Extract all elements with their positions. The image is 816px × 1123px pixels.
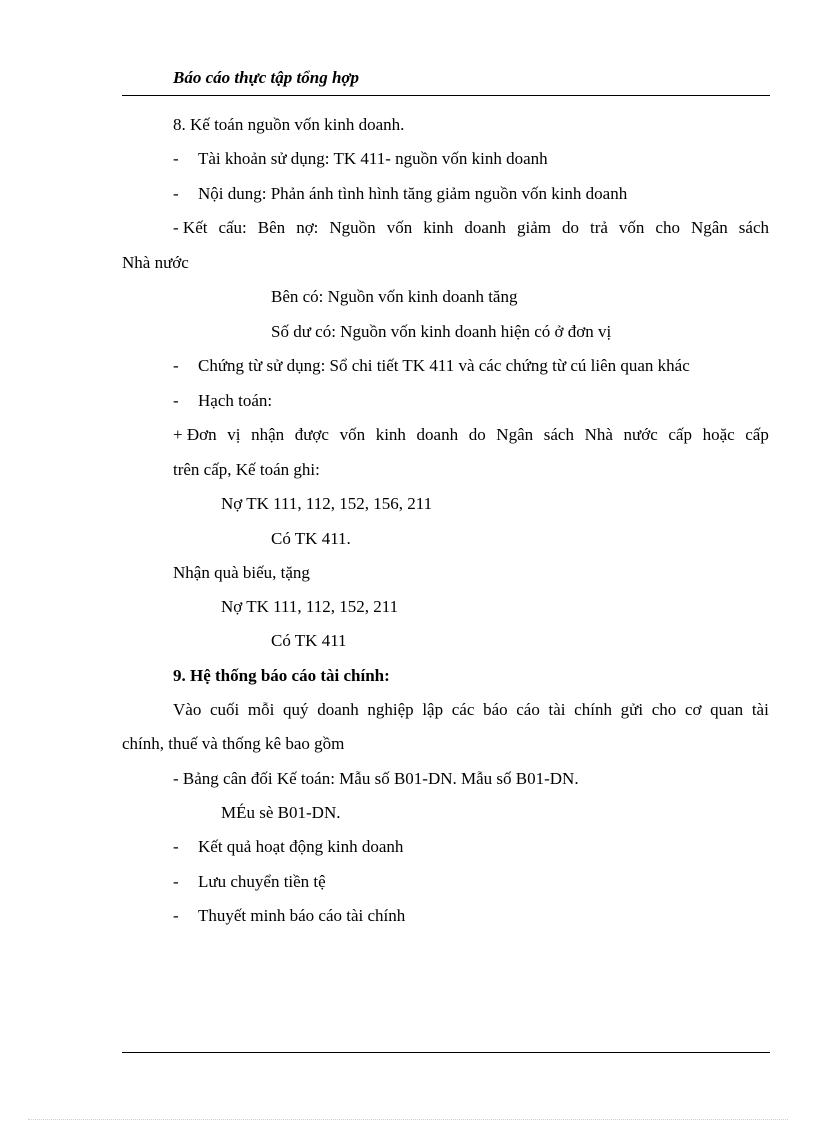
word: cấp [668,425,692,444]
word: Nhà [584,425,613,444]
word: doanh [464,218,506,237]
word: do [468,425,486,444]
list-item-text: Hạch toán: [198,391,273,410]
word: hoặc [702,425,735,444]
word: sách [738,218,769,237]
list-dash: - [173,906,179,925]
word: tài [751,700,769,719]
journal-credit-2: Có TK 411 [271,631,347,650]
journal-debit-2: Nợ TK 111, 112, 152, 211 [221,597,399,616]
list-item-documents [173,356,690,376]
word: tài [548,700,566,719]
word: cáo [516,700,540,719]
word: cuối [209,700,240,719]
paragraph-case-1-line-2: trên cấp, Kế toán ghi: [173,460,320,479]
word: gửi [620,700,644,719]
section-9-heading: 9. Hệ thống báo cáo tài chính: [173,666,390,685]
list-dash: - [173,149,179,168]
header-divider [122,95,770,96]
credit-side-text: Bên có: Nguồn vốn kinh doanh tăng [271,287,518,306]
section-8-heading: 8. Kế toán nguồn vốn kinh doanh. [173,115,405,134]
word: các [451,700,475,719]
word: nghiệp [367,700,414,719]
word: quý [283,700,309,719]
word: vị [227,425,241,444]
list-dash: - [173,184,179,203]
word: sách [543,425,574,444]
list-dash: - [173,356,179,375]
word: cấp [745,425,769,444]
word: lập [422,700,444,719]
word: - Kết [173,218,208,237]
balance-sheet-form-code: MÉu sè B01-DN. [221,803,341,822]
list-dash: - [173,837,179,856]
list-item-text: Lưu chuyển tiền tệ [198,872,326,891]
word: cấu: [218,218,247,237]
word: báo [483,700,508,719]
word: trả [589,218,608,237]
word: nợ: [296,218,319,237]
list-item-accounting [173,391,272,411]
list-item-text: Thuyết minh báo cáo tài chính [198,906,406,925]
word: Vào [173,700,202,719]
word: nhận [251,425,285,444]
word: Ngân [496,425,534,444]
balance-text: Số dư có: Nguồn vốn kinh doanh hiện có ở đơn vị [271,322,612,341]
word: cho [655,218,680,237]
word: chính [574,700,612,719]
word: kinh [375,425,406,444]
word: nước [623,425,658,444]
word: được [294,425,329,444]
paragraph-intro-line-2: chính, thuế và thống kê bao gồm [122,734,345,753]
word: + Đơn [173,425,217,444]
balance-sheet-item: - Bảng cân đối Kế toán: Mẫu số B01-DN. Mẫu số B01-DN. [173,769,579,788]
word: giảm [516,218,551,237]
case-2-text: Nhận quà biếu, tặng [173,563,310,582]
word: kinh [423,218,454,237]
word: cho [651,700,677,719]
list-dash: - [173,391,179,410]
word: mỗi [247,700,275,719]
paragraph-intro-line-1 [173,700,769,720]
word: quan [710,700,744,719]
list-item-report [173,837,403,857]
word: doanh [317,700,359,719]
word: doanh [416,425,459,444]
paragraph-structure-line-1 [173,218,769,238]
word: vốn [339,425,366,444]
list-item-text: Nội dung: Phản ánh tình hình tăng giảm nguồn vốn kinh doanh [198,184,628,203]
page-header-title: Báo cáo thực tập tổng hợp [173,68,360,87]
list-item-report [173,906,405,926]
list-dash: - [173,872,179,891]
list-item-account [173,149,548,169]
list-item-text: Kết quả hoạt động kinh doanh [198,837,404,856]
paragraph-structure-line-2: Nhà nước [122,253,189,272]
word: vốn [618,218,645,237]
list-item-report [173,872,326,892]
list-item-text: Tài khoản sử dụng: TK 411- nguồn vốn kinh doanh [198,149,548,168]
word: cơ [684,700,702,719]
word: Ngân [690,218,728,237]
list-item-content [173,184,627,204]
journal-debit-1: Nợ TK 111, 112, 152, 156, 211 [221,494,433,513]
footer-divider [122,1052,770,1053]
paragraph-case-1-line-1 [173,425,769,445]
word: do [561,218,579,237]
word: vốn [386,218,413,237]
journal-credit-1: Có TK 411. [271,529,351,548]
list-item-text: Chứng từ sử dụng: Sổ chi tiết TK 411 và các chứng từ cú liên quan khác [198,356,690,375]
word: Nguồn [329,218,376,237]
word: Bên [257,218,286,237]
page-edge-dots [28,1119,788,1120]
